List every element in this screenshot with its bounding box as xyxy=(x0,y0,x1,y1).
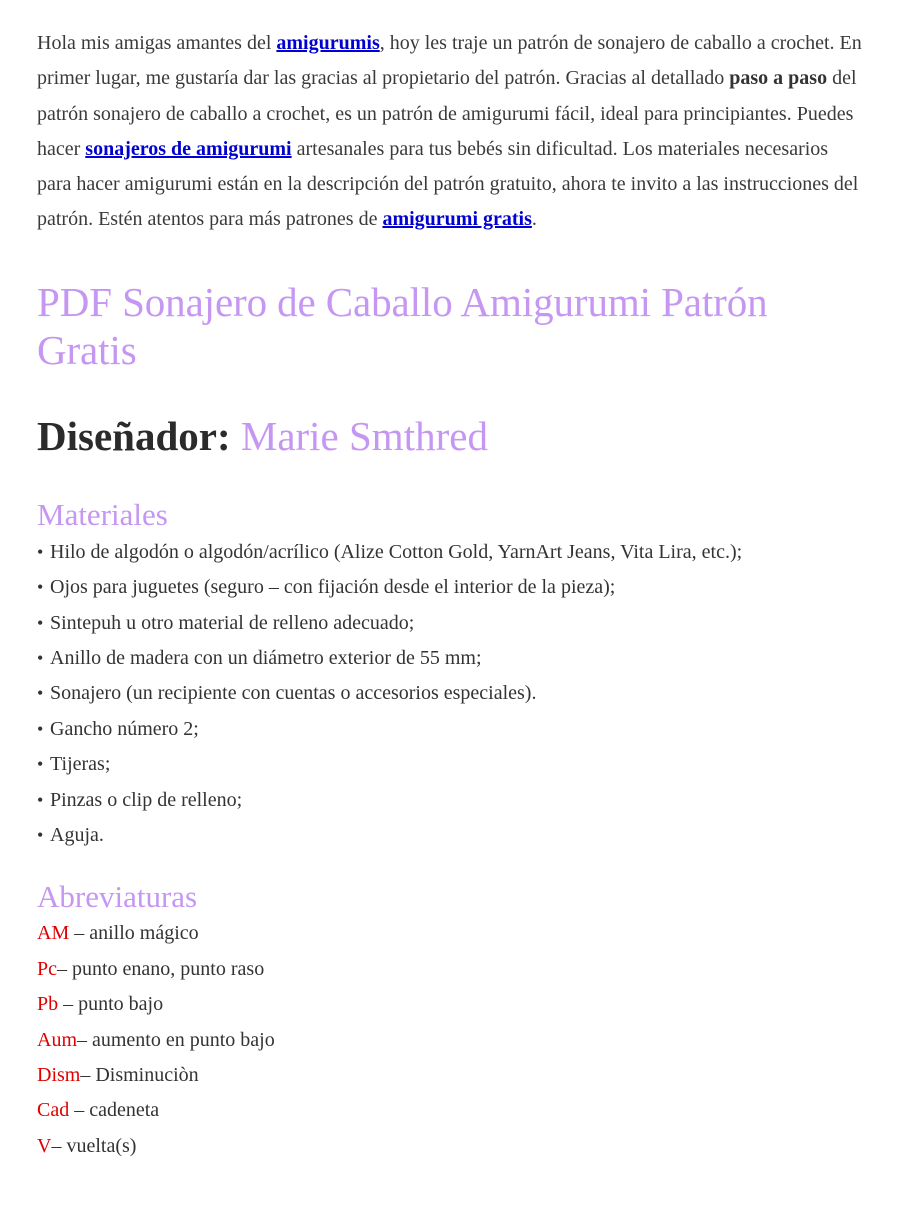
intro-text: Hola mis amigas amantes del xyxy=(37,32,277,54)
abbreviation-code: V xyxy=(37,1134,52,1157)
intro-paragraph xyxy=(37,26,865,238)
list-item: • Hilo de algodón o algodón/acrílico (Alize Cotton Gold, YarnArt Jeans, Vita Lira, etc.); xyxy=(37,535,865,570)
abbreviations-heading: Abreviaturas xyxy=(37,879,198,915)
abbreviation-desc: – punto bajo xyxy=(58,993,164,1016)
page-title: PDF Sonajero de Caballo Amigurumi Patrón Gratis xyxy=(37,278,768,373)
list-item: • Pinzas o clip de relleno; xyxy=(37,783,865,818)
abbreviation-desc: – aumento en punto bajo xyxy=(77,1028,275,1051)
materials-list xyxy=(37,535,865,854)
designer-name: Marie Smthred xyxy=(240,412,488,459)
abbreviation-code: Cad xyxy=(37,1099,70,1122)
abbreviation-row xyxy=(37,1058,865,1093)
list-item: • Tijeras; xyxy=(37,747,865,782)
abbreviation-row xyxy=(37,1023,865,1058)
abbreviation-code: Dism xyxy=(37,1064,81,1087)
abbreviation-row xyxy=(37,1129,865,1164)
intro-text: . xyxy=(531,208,537,231)
abbreviation-row xyxy=(37,916,865,951)
abbreviation-desc: – punto enano, punto raso xyxy=(57,957,265,980)
abbreviation-desc: – vuelta(s) xyxy=(51,1134,137,1157)
abbreviation-code: Pb xyxy=(37,993,59,1016)
designer-label: Diseñador: xyxy=(37,412,231,459)
materials-heading: Materiales xyxy=(37,496,168,532)
link-amigurumis[interactable]: amigurumis xyxy=(276,32,380,54)
list-item: • Anillo de madera con un diámetro exterior de 55 mm; xyxy=(37,641,865,676)
abbreviation-row xyxy=(37,952,865,987)
abbreviation-row xyxy=(37,1093,865,1128)
list-item: • Aguja. xyxy=(37,818,865,853)
intro-text: del patrón sonajero de caballo a crochet, es un patrón de amigurumi fácil, ideal para principiantes. Puedes hacer xyxy=(37,67,857,160)
link-amigurumi-gratis[interactable]: amigurumi gratis xyxy=(382,208,532,231)
intro-text: , hoy les traje un patrón de sonajero de caballo a crochet. En primer lugar, me gustaría dar las gracias al propietario del patrón. Gracias al detallado xyxy=(37,32,862,90)
abbreviation-desc: – cadeneta xyxy=(69,1099,160,1122)
abbreviation-desc: – anillo mágico xyxy=(69,922,199,945)
list-item: • Sonajero (un recipiente con cuentas o accesorios especiales). xyxy=(37,676,865,711)
list-item: • Ojos para juguetes (seguro – con fijación desde el interior de la pieza); xyxy=(37,570,865,605)
designer-heading xyxy=(37,412,865,460)
list-item: • Gancho número 2; xyxy=(37,712,865,747)
list-item: • Sintepuh u otro material de relleno adecuado; xyxy=(37,606,865,641)
link-sonajeros-de-amigurumi[interactable]: sonajeros de amigurumi xyxy=(85,137,292,160)
abbreviation-code: AM xyxy=(37,922,70,945)
abbreviation-code: Aum xyxy=(37,1028,77,1051)
abbreviation-row xyxy=(37,987,865,1022)
intro-bold-step-by-step: paso a paso xyxy=(729,67,828,90)
abbreviation-desc: – Disminuciòn xyxy=(80,1064,199,1087)
abbreviation-code: Pc xyxy=(37,957,57,980)
intro-text: artesanales para tus bebés sin dificultad. Los materiales necesarios para hacer amigurumi están en la descripción del patrón gratuito, ahora te invito a las instrucciones del patrón. Estén atentos para más patrones de xyxy=(37,137,859,231)
abbreviations-list xyxy=(37,916,865,1164)
